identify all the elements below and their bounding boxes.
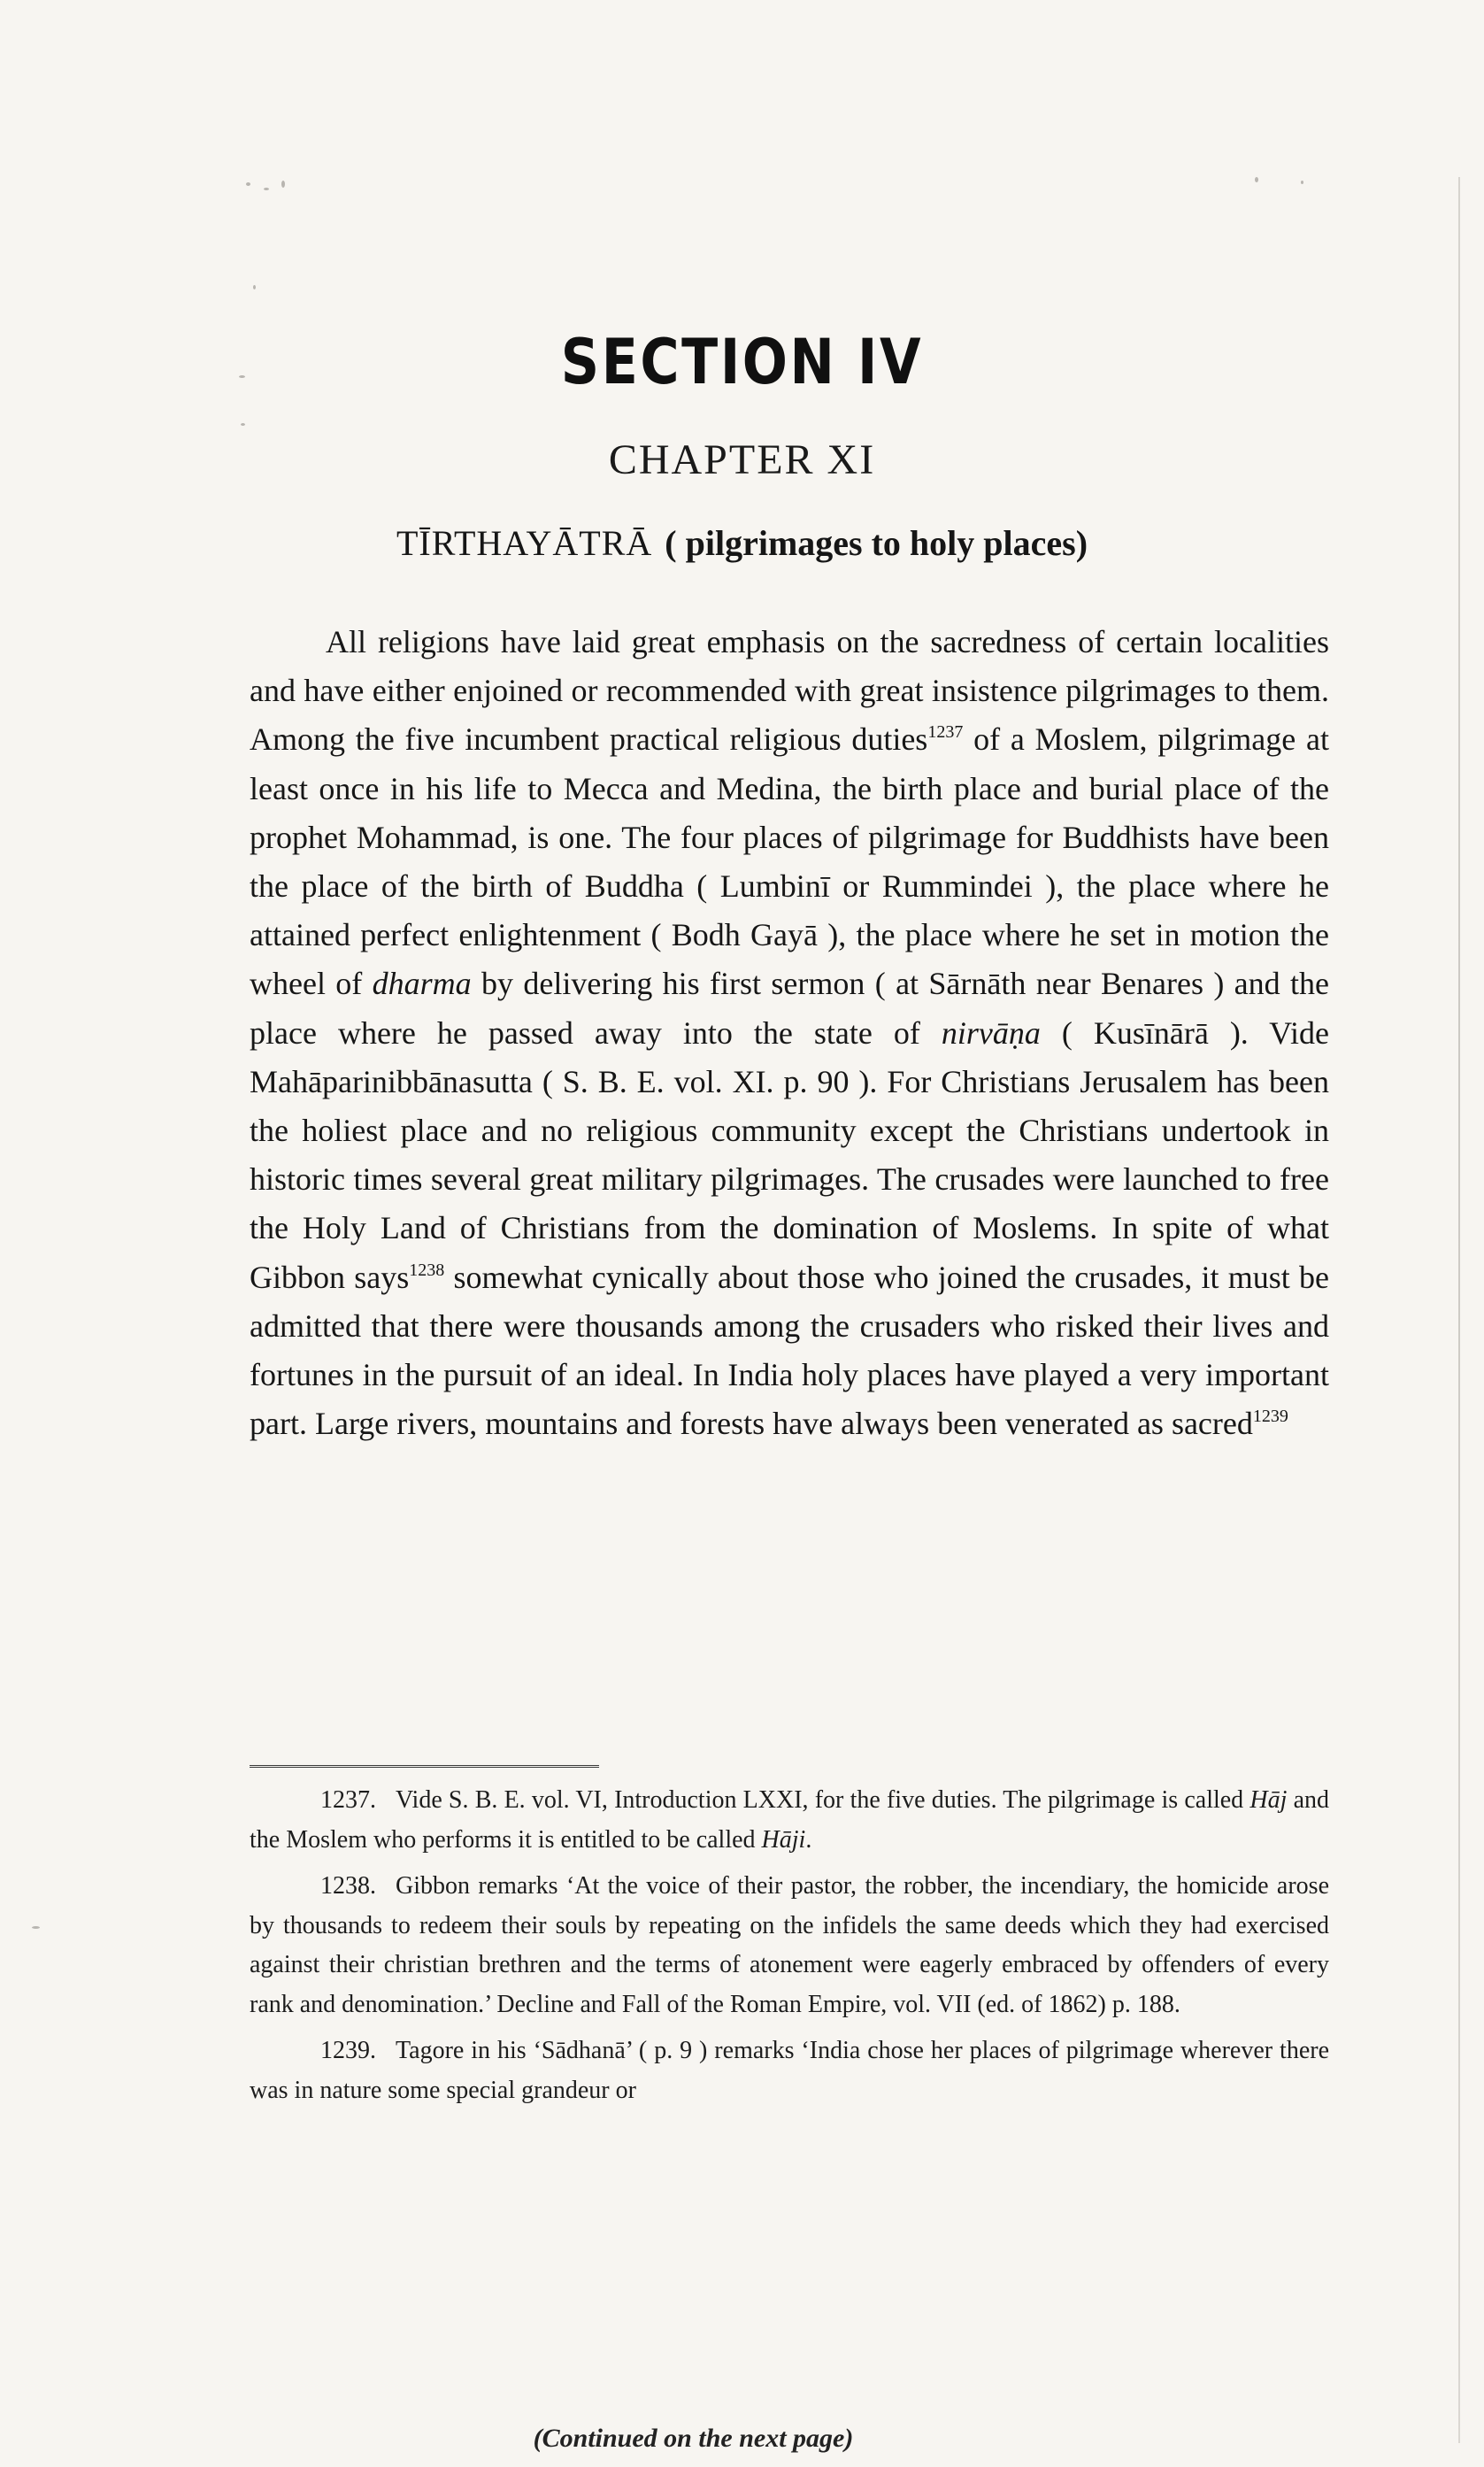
footnotes: [250, 1781, 1329, 2117]
footnote-1237: [250, 1781, 1329, 1860]
body-text-segment: by delivering his first sermon ( at Sārnāth near Benares ) and the place where he passed away into the state of: [250, 966, 1329, 1051]
scan-speck: [1255, 177, 1258, 182]
subtitle-sanskrit: TĪRTHAYĀTRĀ: [396, 523, 653, 563]
footnote-italic: Hāji: [761, 1825, 806, 1854]
footnote-number: 1239.: [320, 2037, 376, 2064]
body-paragraph: [250, 618, 1329, 1448]
body-text-segment: somewhat cynically about those who joined the crusades, it must be admitted that there were thousands among the crusaders who risked their lives and fortunes in the pursuit of an ideal. In India holy places have played a very important part. Large rivers, mountains and forests have always been venerated as sacred: [250, 1259, 1330, 1442]
section-heading: SECTION IV: [560, 326, 924, 398]
body-text-segment: of a Moslem, pilgrimage at least once in his life to Mecca and Medina, the birth place and burial place of the prophet Mohammad, is one. The four places of pilgrimage for Buddhists have been the place of the birth of Buddha ( Lumbinī or Rummindei ), the place where he attained perfect enlightenment ( Bodh Gayā ), the place where he set in motion the wheel of: [250, 721, 1330, 1002]
scan-speck: [241, 423, 245, 426]
footnote-text: Gibbon remarks ‘At the voice of their pastor, the robber, the incendiary, the homicide arose by thousands to redeem their souls by repeating on the infidels the same deeds which they had exercised against their christian brethren and the terms of atonement were eagerly embraced by offenders of every rank and denomination.’ Decline and Fall of the Roman Empire, vol. VII (ed. of 1862) p. 188.: [250, 1872, 1329, 2018]
footnote-divider: [250, 1765, 599, 1768]
footnote-ref-1238: 1238: [409, 1260, 445, 1280]
body-text-segment: All religions have laid great emphasis on the sacredness of certain localities and have either enjoined or recommended with great insistence pilgrimages to them. Among the five incumbent practical religious duties: [250, 624, 1329, 758]
scan-speck: [253, 285, 256, 289]
footnote-text: .: [805, 1825, 812, 1854]
scan-speck: [246, 182, 250, 186]
body-text-segment: ( Kusīnārā ). Vide Mahāparinibbānasutta ( S. B. E. vol. XI. p. 90 ). For Christians Jerusalem has been the holiest place and no religious community except the Christians undertook in historic times several great military pilgrimages. The crusades were launched to free the Holy Land of Christians from the domination of Moslems. In spite of what Gibbon says: [250, 1014, 1329, 1295]
italic-term-nirvana: nirvāṇa: [941, 1014, 1041, 1051]
footnote-ref-1237: 1237: [927, 722, 964, 743]
subtitle-english: ( pilgrimages to holy places): [665, 523, 1088, 563]
footnote-text: Tagore in his ‘Sādhanā’ ( p. 9 ) remarks ‘India chose her places of pilgrimage wherever there was in nature some special grandeur or: [250, 2037, 1329, 2104]
footnote-number: 1237.: [320, 1786, 376, 1814]
footnote-1238: [250, 1867, 1329, 2024]
scan-speck: [32, 1926, 40, 1929]
continued-note: (Continued on the next page): [533, 2424, 854, 2453]
page-edge-shadow: [1458, 177, 1460, 2443]
footnote-text: Vide S. B. E. vol. VI, Introduction LXXI, for the five duties. The pilgrimage is called: [396, 1786, 1250, 1814]
scan-speck: [281, 181, 285, 188]
footnote-italic: Hāj: [1249, 1786, 1288, 1814]
footnote-1239: [250, 2031, 1329, 2110]
footnote-number: 1238.: [320, 1872, 376, 1900]
italic-term-dharma: dharma: [372, 966, 472, 1002]
scan-speck: [264, 188, 269, 190]
chapter-heading: CHAPTER XI: [608, 436, 876, 483]
chapter-subtitle: [0, 522, 1484, 564]
footnote-ref-1239: 1239: [1252, 1407, 1288, 1427]
scan-speck: [1301, 181, 1303, 184]
footnote-text: and the Moslem who performs it is entitled to be called: [250, 1786, 1329, 1854]
